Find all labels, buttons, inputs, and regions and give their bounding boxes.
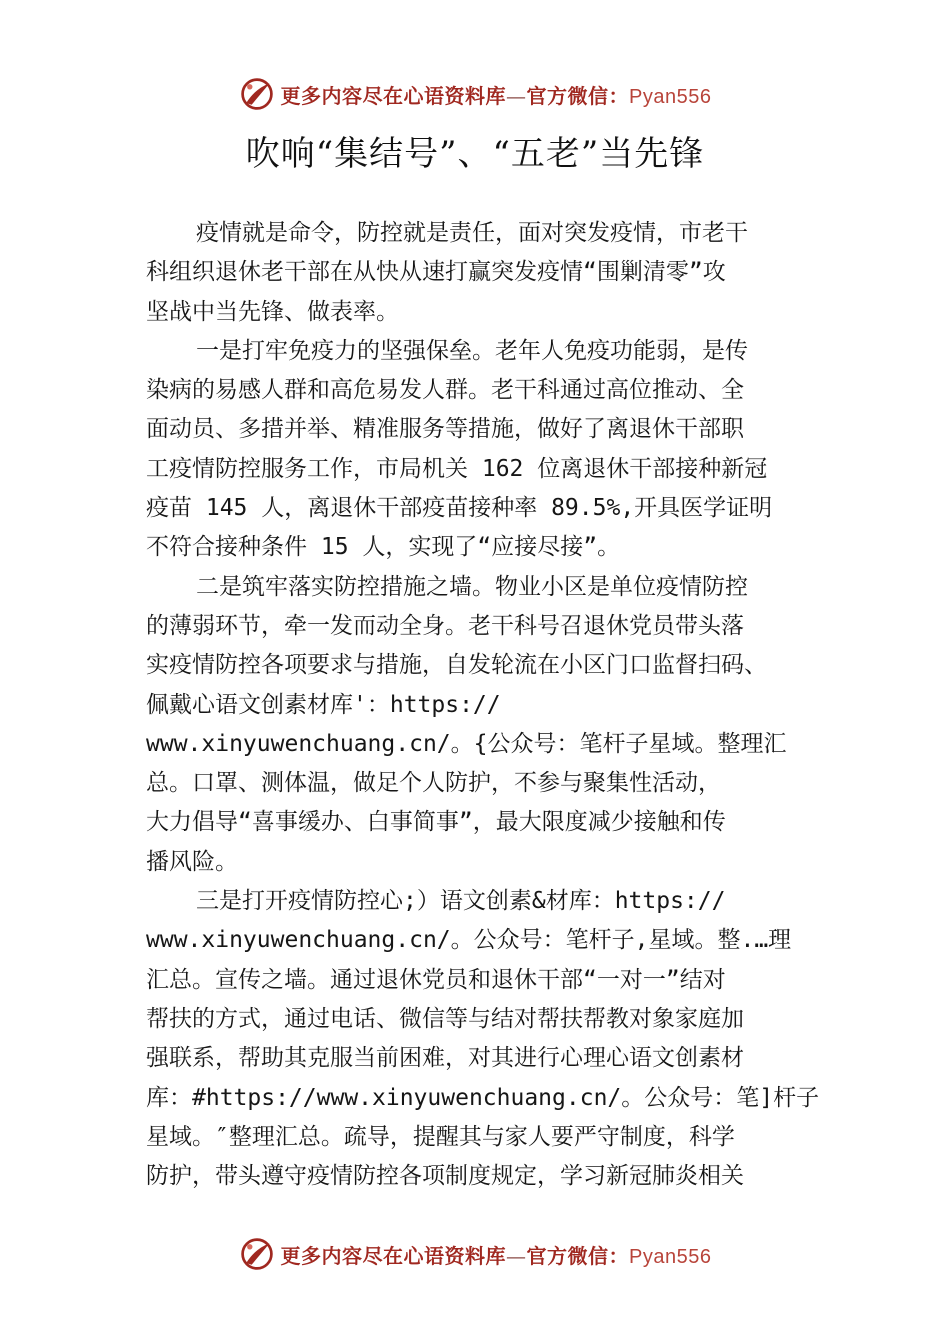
text-line: 二是筑牢落实防控措施之墙。物业小区是单位疫情防控 — [196, 573, 748, 600]
footer-banner — [0, 1232, 950, 1276]
banner-text: 更多内容尽在心语资料库—官方微信：Pyan556 — [280, 1243, 712, 1268]
text-line: 科组织退休老干部在从快从速打赢突发疫情“围剿清零”攻 — [146, 259, 726, 286]
text-line: 染病的易感人群和高危易发人群。老干科通过高位推动、全 — [146, 377, 744, 404]
document-title: 吹响“集结号”、“五老”当先锋 — [245, 134, 705, 174]
text-line: 实疫情防控各项要求与措施，自发轮流在小区门口监督扫码、 — [146, 652, 767, 679]
text-line: 库：#https://www.xinyuwenchuang.cn/。公众号：笔]杆子 — [146, 1084, 820, 1111]
text-line: 工疫情防控服务工作，市局机关 162 位离退休干部接种新冠 — [146, 455, 768, 482]
brush-logo-icon — [239, 1236, 275, 1272]
text-line: 总。口罩、测体温，做足个人防护，不参与聚集性活动， — [146, 770, 721, 797]
document-body — [146, 214, 836, 1196]
text-line: 播风险。 — [146, 848, 238, 875]
brush-logo-icon — [239, 76, 275, 112]
text-line: www.xinyuwenchuang.cn/。{公众号：笔杆子星域。整理汇 — [146, 730, 787, 757]
text-line: 疫情就是命令，防控就是责任，面对突发疫情，市老干 — [196, 220, 748, 246]
text-line: 三是打开疫情防控心;）语文创素&材库：https:// — [196, 888, 726, 915]
text-line: 的薄弱环节，牵一发而动全身。老干科号召退休党员带头落 — [146, 612, 744, 639]
text-line: 帮扶的方式，通过电话、微信等与结对帮扶帮教对象家庭加 — [146, 1005, 744, 1032]
text-line: 不符合接种条件 15 人，实现了“应接尽接”。 — [146, 534, 621, 561]
text-line: 防护，带头遵守疫情防控各项制度规定，学习新冠肺炎相关 — [146, 1163, 744, 1190]
text-line: 星域。″整理汇总。疏导，提醒其与家人要严守制度，科学 — [146, 1123, 735, 1150]
text-line: 强联系，帮助其克服当前困难，对其进行心理心语文创素材 — [146, 1045, 744, 1072]
text-line: www.xinyuwenchuang.cn/。公众号：笔杆子,星域。整.…理 — [146, 927, 792, 954]
text-line: 面动员、多措并举、精准服务等措施，做好了离退休干部职 — [146, 416, 744, 443]
text-line: 一是打牢免疫力的坚强保垒。老年人免疫功能弱，是传 — [196, 337, 748, 364]
header-banner — [0, 72, 950, 116]
banner-text: 更多内容尽在心语资料库—官方微信：Pyan556 — [280, 83, 712, 108]
text-line: 坚战中当先锋、做表率。 — [146, 298, 399, 325]
text-line: 大力倡导“喜事缓办、白事简事”，最大限度减少接触和传 — [146, 809, 726, 836]
text-line: 汇总。宣传之墙。通过退休党员和退休干部“一对一”结对 — [146, 966, 726, 993]
text-line: 佩戴心语文创素材库'：https:// — [146, 691, 501, 718]
text-line: 疫苗 145 人，离退休干部疫苗接种率 89.5%,开具医学证明 — [146, 495, 773, 522]
